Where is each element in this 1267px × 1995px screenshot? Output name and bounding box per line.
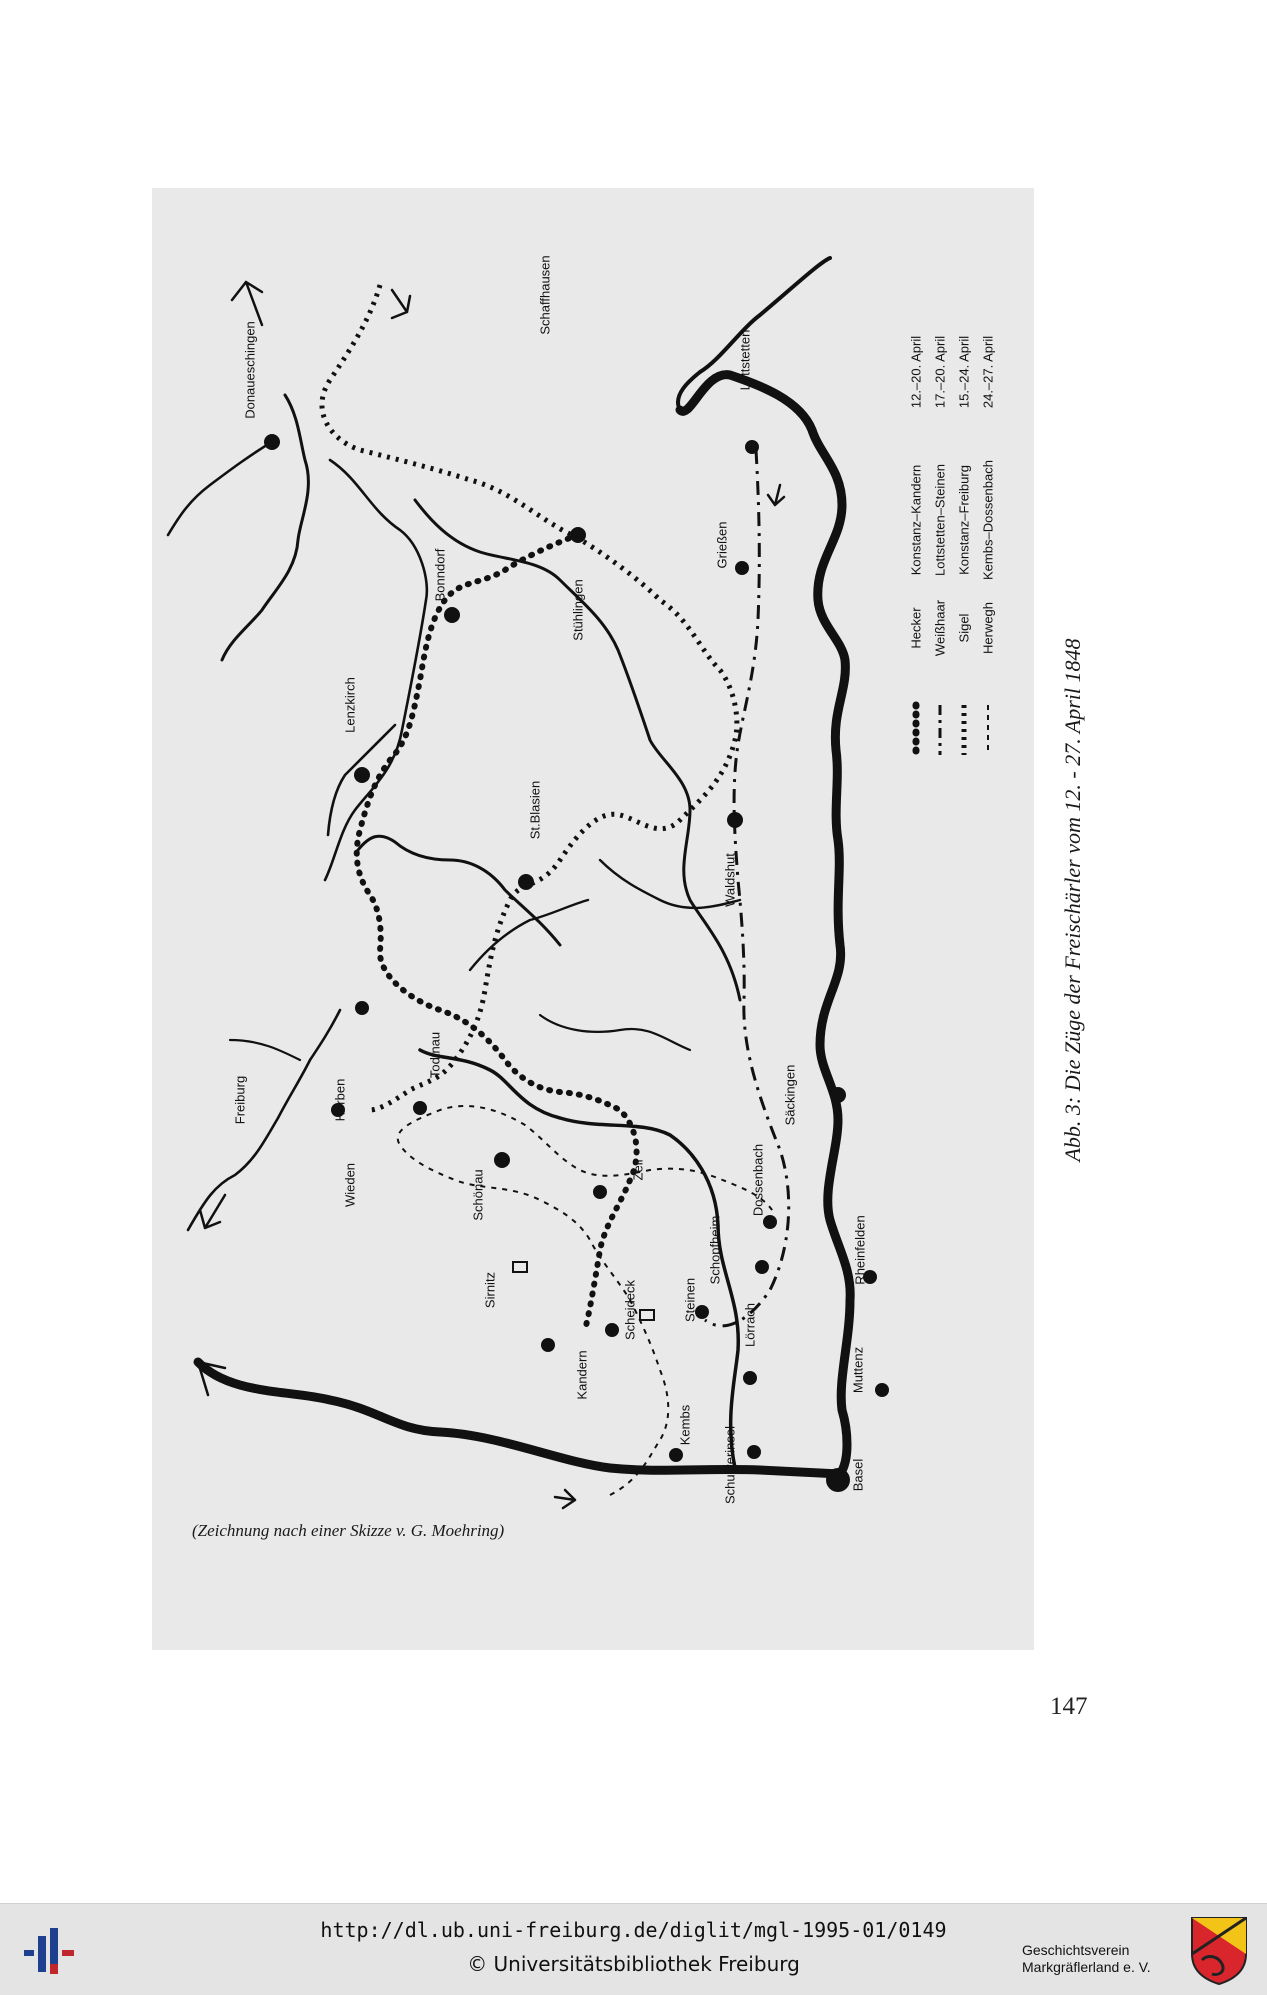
legend-dates: 12.–20. April [908, 335, 924, 409]
place-label-st-blasien: St.Blasien [527, 780, 543, 840]
place-label-kandern: Kandern [574, 1350, 590, 1400]
legend-dates: 17.–20. April [932, 335, 948, 409]
place-label-lottstetten: Lottstetten [737, 329, 753, 391]
figure-caption: Abb. 3: Die Züge der Freischärler vom 12. - 27. April 1848 [1060, 638, 1085, 1162]
footer-url[interactable]: http://dl.ub.uni-freiburg.de/diglit/mgl-1995-01/0149 [320, 1918, 947, 1942]
legend-leader: Sigel [956, 613, 972, 643]
place-label-schaffhausen: Schaffhausen [537, 255, 553, 335]
place-label-waldshut: Waldshut [722, 853, 738, 907]
place-label-kembs: Kembs [677, 1404, 693, 1446]
place-label-stuehlingen: Stühlingen [570, 579, 586, 641]
footer-bar [0, 1903, 1267, 1995]
legend-leader: Herwegh [980, 601, 996, 655]
place-label-lenzkirch: Lenzkirch [342, 677, 358, 733]
place-label-donaueschingen: Donaueschingen [242, 321, 258, 419]
map-plate [152, 188, 1034, 1650]
place-label-wieden: Wieden [342, 1162, 358, 1208]
legend-route: Lottstetten–Steinen [932, 463, 948, 577]
place-label-zell: Zell [630, 1159, 646, 1181]
place-label-bonndorf: Bonndorf [432, 548, 448, 602]
place-label-dossenbach: Dossenbach [750, 1143, 766, 1217]
place-label-sirnitz: Sirnitz [482, 1271, 498, 1309]
society-coat-of-arms-logo [1188, 1914, 1250, 1986]
place-label-rheinfelden: Rheinfelden [852, 1215, 868, 1285]
society-line-2: Markgräflerland e. V. [1022, 1959, 1151, 1975]
place-label-schoenau: Schönau [470, 1169, 486, 1221]
legend-leader: Hecker [908, 607, 924, 649]
legend-leader: Weißhaar [932, 599, 948, 657]
legend-route: Konstanz–Kandern [908, 464, 924, 576]
place-label-todtnau: Todtnau [427, 1031, 443, 1079]
legend-route: Konstanz–Freiburg [956, 465, 972, 575]
drawing-credit: (Zeichnung nach einer Skizze v. G. Moehring) [192, 1521, 505, 1540]
place-label-schopfheim: Schopfheim [707, 1215, 723, 1285]
place-label-horben: Horben [332, 1078, 348, 1122]
place-label-freiburg: Freiburg [232, 1075, 248, 1125]
place-label-basel: Basel [850, 1458, 866, 1492]
place-label-schusterinsel: Schusterinsel [722, 1425, 738, 1505]
society-line-1: Geschichtsverein [1022, 1942, 1130, 1958]
page-number: 147 [1050, 1693, 1088, 1720]
place-label-scheideck: Scheideck [622, 1280, 638, 1340]
place-label-muttenz: Muttenz [850, 1346, 866, 1394]
society-name [1022, 1942, 1151, 1976]
place-label-saeckingen: Säckingen [782, 1064, 798, 1126]
legend-dates: 15.–24. April [956, 335, 972, 409]
place-label-griessen: Grießen [714, 521, 730, 569]
footer-copyright: © Universitätsbibliothek Freiburg [467, 1952, 800, 1976]
legend-route: Kembs–Dossenbach [980, 460, 996, 580]
place-label-steinen: Steinen [682, 1277, 698, 1323]
legend-dates: 24.–27. April [980, 335, 996, 409]
place-label-loerrach: Lörrach [742, 1302, 758, 1348]
